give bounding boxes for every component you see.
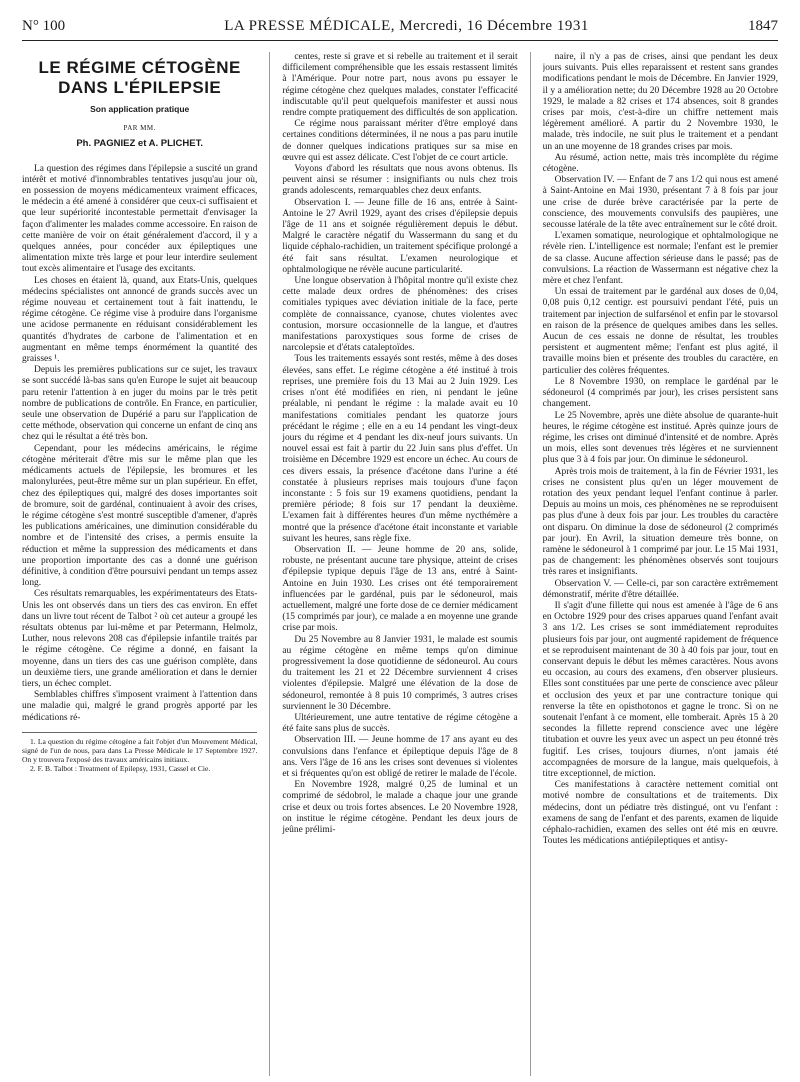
footnotes	[22, 732, 257, 773]
article-title-line-1: LE RÉGIME CÉTOGÈNE	[38, 58, 241, 77]
paragraph: Du 25 Novembre au 8 Janvier 1931, le malade est soumis au régime cétogène en même temps qu'on diminue progressivement la dose quotidienne de sédoneurol. Au cours du traitement les 21 et 22 Décembre surviennent 4 crises violentes d'épilepsie. Malgré une élévation de la dose de sédoneurol, remontée à 8 puis 10 comprimés, 3 autres crises surviennent le 30 Décembre.	[282, 634, 518, 712]
paragraph: En Novembre 1928, malgré 0,25 de luminal et un comprimé de sédobrol, le malade a chaque jour une grande crise et deux ou trois fortes absences. Le 20 Novembre 1928, on institue le régime cétogène. Pendant les deux jours de jeûne prélimi-	[282, 780, 518, 836]
paragraph: Le 8 Novembre 1930, on remplace le gardénal par le sédoneurol (4 comprimés par jour), les crises persistent sans changement.	[542, 376, 779, 410]
paragraph: naire, il n'y a pas de crises, ainsi que pendant les deux jours suivants. Puis elles reparaissent et restent sans grandes modifications pendant le mois de Décembre. En Janvier 1929, il y a amélioration nette; du 20 Décembre 1928 au 20 Octobre 1929, le malade a 82 crises et 174 absences, soit 8 grandes crises par mois, c'est-à-dire un chiffre nettement mais légèrement amélioré. A partir du 2 Novembre 1930, le malade, très indocile, ne suit plus le traitement et a pendant un an une moyenne de 18 grandes crises par mois.	[542, 52, 779, 152]
observation-paragraph: Observation V. — Celle-ci, par son caractère extrêmement démonstratif, mérite d'être détaillée.	[542, 578, 779, 600]
paragraph: Après trois mois de traitement, à la fin de Février 1931, les crises ne consistent plus qu'en un léger mouvement de rotation des yeux pendant lequel l'enfant continue à parler. Depuis au moins un mois, ces phénomènes ne se reproduisent pas plus d'une à deux fois par jour. Les troubles du caractère ont disparu. On diminue la dose de sédoneurol (2 comprimés par jour). En Avril, la situation demeure très bonne, on ramène le sédoneurol à 1 comprimé par jour. Le 15 Mai 1931, pas de changement: les phénomènes observés sont toujours très rares et insignifiants.	[542, 466, 779, 578]
paragraph: Cependant, pour les médecins américains, le régime cétogène mériterait d'être mis sur le même plan que les médicaments actuels de l'épilepsie, les bromures et les malonylurées, peut-être même sur un plan supérieur. En effet, chez des épileptiques qui, malgré des doses importantes soit de bromure, soit de gardénal, continuaient à avoir des crises, le régime cétogène s'est montré susceptible d'amener, d'après les publications américaines, une diminution considérable du nombre et de l'intensité des crises, a permis ensuite la réduction et même la suppression des médicaments et dans une proportion importante des cas a donné une guérison définitive, à condition d'être poursuivi pendant un temps assez long.	[22, 443, 258, 589]
byline-par: PAR MM.	[123, 124, 156, 133]
text-columns	[22, 52, 778, 1076]
paragraph: Le 25 Novembre, après une diète absolue de quarante-huit heures, le régime cétogène est institué. Après quinze jours de régime, les crises ont diminué d'intensité et de nombre. Après un mois, elles sont devenues très légères et ne surviennent plus que 3 à 4 fois par jour. On diminue le sédoneurol.	[542, 410, 779, 466]
paragraph: Ces manifestations à caractère nettement comitial ont motivé nombre de consultations et de traitements. Dix médecins, dont un pédiatre très distingué, ont vu l'enfant : examens de sang de l'enfant et des parents, examen de liquide céphalo-rachidien, examen des selles ont été mis en œuvre. Toutes les médications antiépileptiques et antisy-	[542, 780, 779, 847]
column-3	[543, 52, 778, 1076]
paragraph: Semblables chiffres s'imposent vraiment à l'attention dans une maladie qui, malgré le grand progrès apporté par les médications ré-	[22, 690, 258, 723]
article-title-line-2: DANS L'ÉPILEPSIE	[58, 78, 222, 97]
paragraph: Une longue observation à l'hôpital montre qu'il existe chez cette malade deux ordres de phénomènes: des crises comitiales typiques avec déviation initiale de la face, perte complète de connaissance, cyanose, chutes violentes avec contusion, morsure occasionnelle de la langue, et d'autres manifestations paroxystiques sous forme de crises de narcolepsie et d'états cataleptoïdes.	[282, 276, 518, 354]
column-rule	[269, 52, 270, 1076]
observation-paragraph: Observation I. — Jeune fille de 16 ans, entrée à Saint-Antoine le 27 Avril 1929, ayant des crises d'épilepsie depuis l'âge de 11 ans et soignée régulièrement depuis le début. Malgré le caractère négatif du Wassermann du sang et du liquide céphalo-rachidien, un traitement spécifique prolongé a été fait sans résultat. L'examen neurologique et ophtalmologique ne révèle aucune particularité.	[282, 197, 518, 275]
footnote: 1. La question du régime cétogène a fait l'objet d'un Mouvement Médical, signé de l'un de nous, para dans La Presse Médicale le 17 Septembre 1927. On y trouvera l'exposé des travaux américains initiaux.	[22, 736, 258, 764]
journal-title: LA PRESSE MÉDICALE, Mercredi, 16 Décembre 1931	[224, 17, 589, 34]
column-1	[22, 52, 257, 1076]
paragraph: Il s'agit d'une fillette qui nous est amenée à l'âge de 6 ans en Octobre 1929 pour des crises apparues quand l'enfant avait 3 ans 1/2. Les crises se sont immédiatement reproduites plusieurs fois par jour, ont augmenté rapidement de fréquence et se reproduisent maintenant de 30 à 40 fois par jour, tout en conservant depuis le début les mêmes caractères. Nous avons eu occasion, au cours des examens, d'en observer plusieurs. Elles sont constituées par une perte de conscience avec pâleur et occlusion des yeux et par une contracture tonique qui renverse la tête en opisthotonos et gagne le tronc. Si on ne soutenait l'enfant à ce moment, elle tomberait. Après 15 à 20 secondes la fillette reprend conscience avec une légère titubation et ouvre les yeux avec un aspect un peu étonné très fugitif. Les crises, toujours diurnes, n'ont jamais été accompagnées de morsure de la langue, mais quelquefois, à titre exceptionnel, de miction.	[542, 600, 779, 779]
page-number: 1847	[747, 17, 778, 34]
column-rule	[530, 52, 531, 1076]
paragraph: Tous les traitements essayés sont restés, même à des doses élevées, sans effet. Le régime cétogène a été institué à trois reprises, une première fois du 13 Mai au 2 Juin 1929. Les crises n'ont été modifiées en rien, ni pendant le jeûne préalable, ni pendant le régime : la malade avait eu 10 manifestations comitiales pendant les quatorze jours précédant le régime ; elle en a eu 14 pendant les vingt-deux jours du régime et 4 pendant les dix-neuf jours suivants. Un nouvel essai est fait à partir du 22 Juin sans plus d'effet. Un troisième en Décembre 1929 est encore un échec. Au cours de ces divers essais, la présence d'acétone dans l'urine a été constatée à plusieurs reprises mais toujours d'une façon inconstante : 5 fois sur 19 examens quotidiens, pendant la première période; 8 fois sur 17 pendant la deuxième. L'examen fait à différentes heures d'un même nycthémère a montré que la présence d'acétone était inconstante et variable suivant les heures, sans règle fixe.	[282, 354, 518, 544]
running-header	[22, 12, 778, 41]
paragraph: Un essai de traitement par le gardénal aux doses de 0,04, 0,08 puis 0,12 centigr. est poursuivi pendant l'été, puis un traitement par injection de sulfarsénol et enfin par le stovarsol en raison de la présence de quelques amibes dans les selles. Aucun de ces essais ne donne de résultat, les troubles persistent et augmentent même; l'enfant est plus agité, il travaille moins bien et présente des troubles du caractère, en particulier des colères fréquentes.	[542, 287, 779, 376]
paragraph: Les choses en étaient là, quand, aux Etats-Unis, quelques médecins spécialistes ont annoncé de grands succès avec un régime nouveau et certainement tout à fait inattendu, le régime cétogène. Ce régime vise à produire dans l'organisme une acidose permanente en réduisant considérablement les quantités d'hydrates de carbone de l'alimentation et en augmentant en même temps énormément la quantité des graisses ¹.	[22, 275, 258, 365]
article-subtitle: Son application pratique	[90, 104, 190, 114]
paragraph: Ces résultats remarquables, les expérimentateurs des Etats-Unis les ont observés dans un tiers des cas environ. En effet dans un livre tout récent de Talbot ² où cet auteur a groupé les résultats obtenus par lui-même et par Petermann, Helmolz, Luther, nous relevons 208 cas d'épilepsie infantile traités par le régime cétogène. Ce régime a donné, en faisant la moyenne, dans un tiers des cas une guérison complète, dans un deuxième tiers, une grande amélioration et dans le dernier tiers, un échec complet.	[22, 589, 258, 689]
issue-number: N° 100	[22, 17, 66, 34]
paragraph: L'examen somatique, neurologique et ophtalmologique ne révèle rien. L'intelligence est normale; l'enfant est le premier de sa classe. Aucune affection sérieuse dans le passé; pas de convulsions. La réaction de Wassermann est négative chez la mère et chez l'enfant.	[542, 231, 779, 287]
paragraph: Ce régime nous paraissant mériter d'être employé dans certaines conditions déterminées, il ne nous a pas paru inutile de donner quelques indications pratiques sur sa mise en œuvre qui est assez délicate. C'est l'objet de ce court article.	[282, 119, 518, 163]
paragraph: Au résumé, action nette, mais très incomplète du régime cétogène.	[542, 152, 779, 175]
paragraph: Depuis les premières publications sur ce sujet, les travaux se sont succédé là-bas sans qu'en Europe le sujet ait beaucoup paru retenir l'attention à en juger du moins par le très petit nombre de publications de contrôle. En France, en particulier, seule une observation de Dupérié a paru sur l'application de cette méthode, observation qui concerne un enfant de cinq ans chez qui le résultat a été très bon.	[22, 365, 258, 443]
paragraph: La question des régimes dans l'épilepsie a suscité un grand intérêt et motivé d'innombrables tentatives jusqu'au jour où, en possession de moyens médicamenteux vraiment efficaces, le médecin a été amené à considérer que ceux-ci suffisaient et que leur supériorité incontestable permettait d'envisager la façon d'alimenter les malades comme accessoire. En raison de cette manière de voir on était généralement d'accord, il y a quelques années, pour concéder aux épileptiques une alimentation mixte très large et pour leur interdire seulement tout excès alimentaire et l'usage des excitants.	[22, 163, 258, 275]
article-heading	[22, 58, 257, 150]
column-2	[282, 52, 517, 1076]
observation-paragraph: Observation II. — Jeune homme de 20 ans, solide, robuste, ne présentant aucune tare physique, atteint de crises d'épilepsie typique depuis l'âge de 13 ans, entré à Saint-Antoine en Juin 1930. Les crises ont été temporairement influencées par le gardénal, puis par le sédoneurol, mais actuellement, malgré une forte dose de ce dernier médicament (15 comprimés par jour), ce malade a en moyenne une grande crise par mois.	[282, 544, 518, 634]
footnote: 2. F. B. Talbot : Treatment of Epilepsy, 1931, Cassel et Cie.	[30, 763, 211, 773]
observation-paragraph: Observation IV. — Enfant de 7 ans 1/2 qui nous est amené à Saint-Antoine en Mai 1930, présentant 7 à 8 fois par jour une crise de durée brève caractérisée par la perte de conscience, des mouvements convulsifs des paupières, une secousse latérale de la tête avec entraînement sur le côté droit.	[542, 175, 779, 231]
paragraph: Ultérieurement, une autre tentative de régime cétogène a été faite sans plus de succès.	[282, 712, 518, 735]
article-authors: Ph. PAGNIEZ et A. PLICHET.	[76, 138, 204, 150]
paragraph: centes, reste si grave et si rebelle au traitement et il serait difficilement compréhensible que les essais restassent limités à l'Amérique. Pour notre part, nous avons pu essayer le régime cétogène chez quelques malades, constater l'efficacité indiscutable qu'il peut quelquefois manifester et aussi nous rendre compte pratiquement des difficultés de son application.	[282, 52, 518, 119]
paragraph: Voyons d'abord les résultats que nous avons obtenus. Ils peuvent ainsi se résumer : insignifiants ou nuls chez trois grands adolescents, remarquables chez deux enfants.	[282, 164, 518, 197]
observation-paragraph: Observation III. — Jeune homme de 17 ans ayant eu des convulsions dans l'enfance et épileptique depuis l'âge de 8 ans. Vers l'âge de 16 ans les crises sont devenues si violentes et si fréquentes qu'on est obligé de retirer le malade de l'école.	[282, 735, 518, 779]
